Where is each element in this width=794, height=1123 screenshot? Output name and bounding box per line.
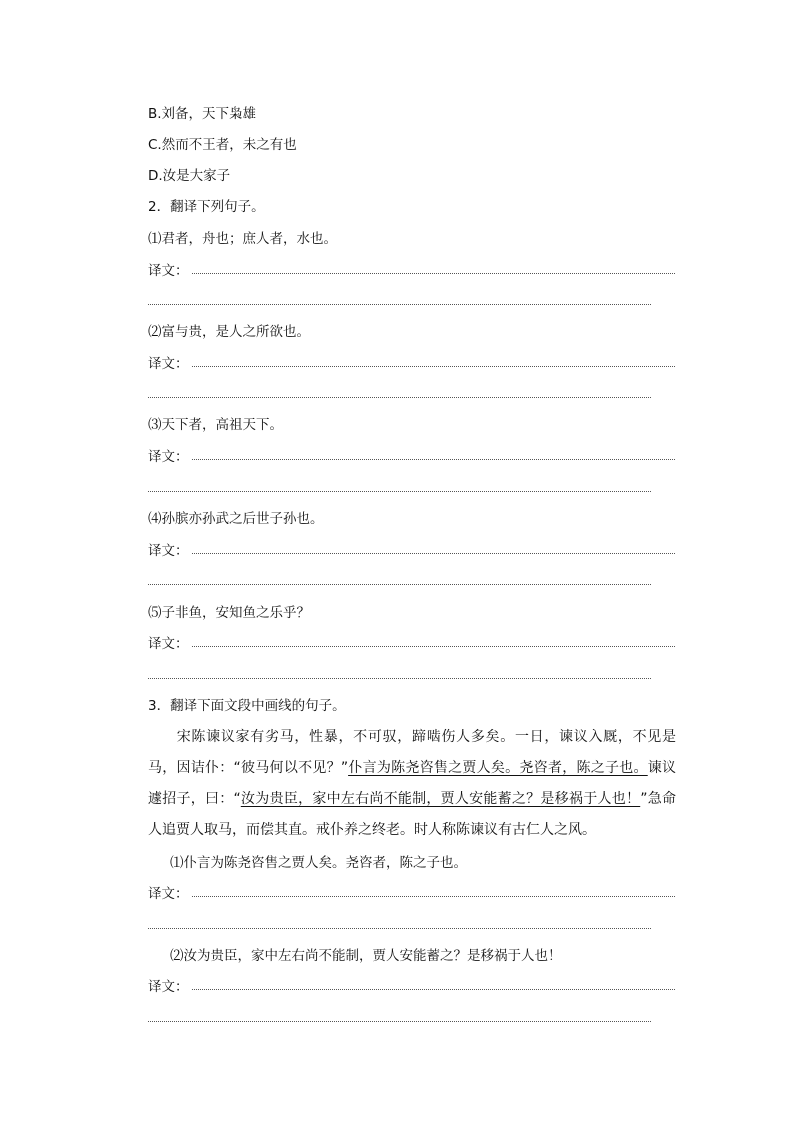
translation-label: 译文： xyxy=(148,356,189,372)
answer-line xyxy=(192,553,675,554)
q2-item-5: ⑸子非鱼，安知鱼之乐乎？ xyxy=(148,605,310,621)
q2-item-2-translation[interactable] xyxy=(148,354,675,374)
option-d: D.汝是大家子 xyxy=(148,168,231,184)
answer-line[interactable] xyxy=(148,397,651,398)
answer-line[interactable] xyxy=(148,1021,651,1022)
translation-label: 译文： xyxy=(148,263,189,279)
underlined-sentence-1: 仆言为陈尧咨售之贾人矣。尧咨者，陈之子也。 xyxy=(348,760,648,776)
underlined-sentence-2: 汝为贵臣，家中左右尚不能制，贾人安能蓄之？是移祸于人也！ xyxy=(240,791,641,807)
q3-item-2: ⑵汝为贵臣，家中左右尚不能制，贾人安能蓄之？是移祸于人也！ xyxy=(170,948,562,964)
answer-line xyxy=(192,896,675,897)
q3-item-1: ⑴仆言为陈尧咨售之贾人矣。尧咨者，陈之子也。 xyxy=(170,855,467,871)
q2-item-1: ⑴君者，舟也；庶人者，水也。 xyxy=(148,231,337,247)
answer-line[interactable] xyxy=(148,304,651,305)
answer-line xyxy=(192,989,675,990)
q2-item-3: ⑶天下者，高祖天下。 xyxy=(148,417,283,433)
passage-text: 谏议遽招子，曰：“ xyxy=(148,760,676,807)
translation-label: 译文： xyxy=(148,449,189,465)
answer-line[interactable] xyxy=(148,491,651,492)
option-b: B.刘备，天下枭雄 xyxy=(148,106,257,122)
answer-line[interactable] xyxy=(148,584,651,585)
q2-item-4-translation[interactable] xyxy=(148,541,675,561)
q3-item-2-translation[interactable] xyxy=(148,977,675,997)
translation-label: 译文： xyxy=(148,886,189,902)
translation-label: 译文： xyxy=(148,979,189,995)
q2-item-2: ⑵富与贵，是人之所欲也。 xyxy=(148,324,310,340)
q2-item-3-translation[interactable] xyxy=(148,447,675,467)
q2-item-5-translation[interactable] xyxy=(148,634,675,654)
q2-item-4: ⑷孙膑亦孙武之后世子孙也。 xyxy=(148,511,324,527)
passage-text: ”急命人追贾人取马，而偿其直。戒仆养之终老。时人称陈谏议有古仁人之风。 xyxy=(148,791,676,838)
option-c: C.然而不王者，未之有也 xyxy=(148,137,297,153)
passage-text: 宋陈谏议家有劣马，性暴，不可驭，蹄啮伤人多矣。一日，谏议入厩，不见是马，因诘仆：“彼马何以不见？” xyxy=(148,729,676,776)
answer-line xyxy=(192,273,675,274)
question-2-title: 2．翻译下列句子。 xyxy=(148,199,265,215)
q3-item-1-translation[interactable] xyxy=(148,884,675,904)
answer-line[interactable] xyxy=(148,928,651,929)
answer-line xyxy=(192,366,675,367)
q2-item-1-translation[interactable] xyxy=(148,261,675,281)
answer-line xyxy=(192,459,675,460)
passage xyxy=(148,722,676,846)
translation-label: 译文： xyxy=(148,543,189,559)
translation-label: 译文： xyxy=(148,636,189,652)
answer-line[interactable] xyxy=(148,678,651,679)
answer-line xyxy=(192,646,675,647)
question-3-title: 3．翻译下面文段中画线的句子。 xyxy=(148,698,346,714)
